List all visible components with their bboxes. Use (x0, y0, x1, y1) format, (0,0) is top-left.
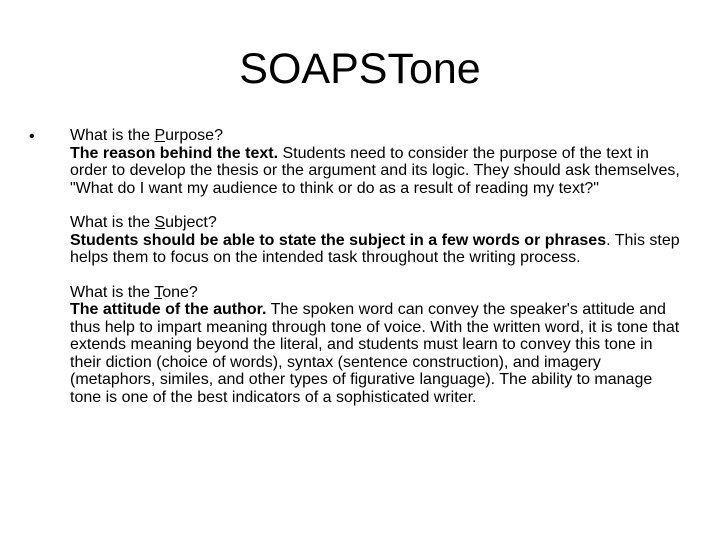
purpose-body: Students need to consider the purpose of the text in order to develop the thesis or the argument and its logic. They should ask themselves, "What do I want my audience to think or do as a result of reading my text?" (70, 144, 680, 197)
subject-emphasis: Students should be able to state the subject in a few words or phrases (70, 231, 607, 249)
bullet-content (70, 127, 685, 406)
bullet-icon: • (29, 128, 35, 145)
subject-paragraph (70, 214, 685, 267)
tone-paragraph (70, 284, 685, 407)
purpose-key-letter: P (154, 127, 166, 144)
tone-emphasis: The attitude of the author. (70, 301, 267, 318)
tone-body: The spoken word can convey the speaker's attitude and thus help to impart meaning through tone of voice. With the written word, it is tone that extends meaning beyond the literal, and students must learn to convey this tone in their diction (choice of words), syntax (sentence construction), and imagery (metaphors, similes, and other types of figurative language). The ability to manage tone is one of the best indicators of a sophisticated writer. (70, 301, 680, 406)
purpose-question: What is the Purpose? (70, 127, 223, 144)
subject-question: What is the Subject? (70, 214, 217, 231)
tone-key-letter: T (154, 283, 163, 301)
tone-question: What is the Tone? (70, 283, 198, 301)
slide-title: SOAPSTone (239, 45, 481, 93)
purpose-emphasis: The reason behind the text. (70, 144, 279, 162)
subject-key-letter: S (154, 214, 166, 231)
subject-body: . This step helps them to focus on the intended task throughout the writing process. (70, 231, 680, 266)
purpose-paragraph (70, 127, 685, 197)
